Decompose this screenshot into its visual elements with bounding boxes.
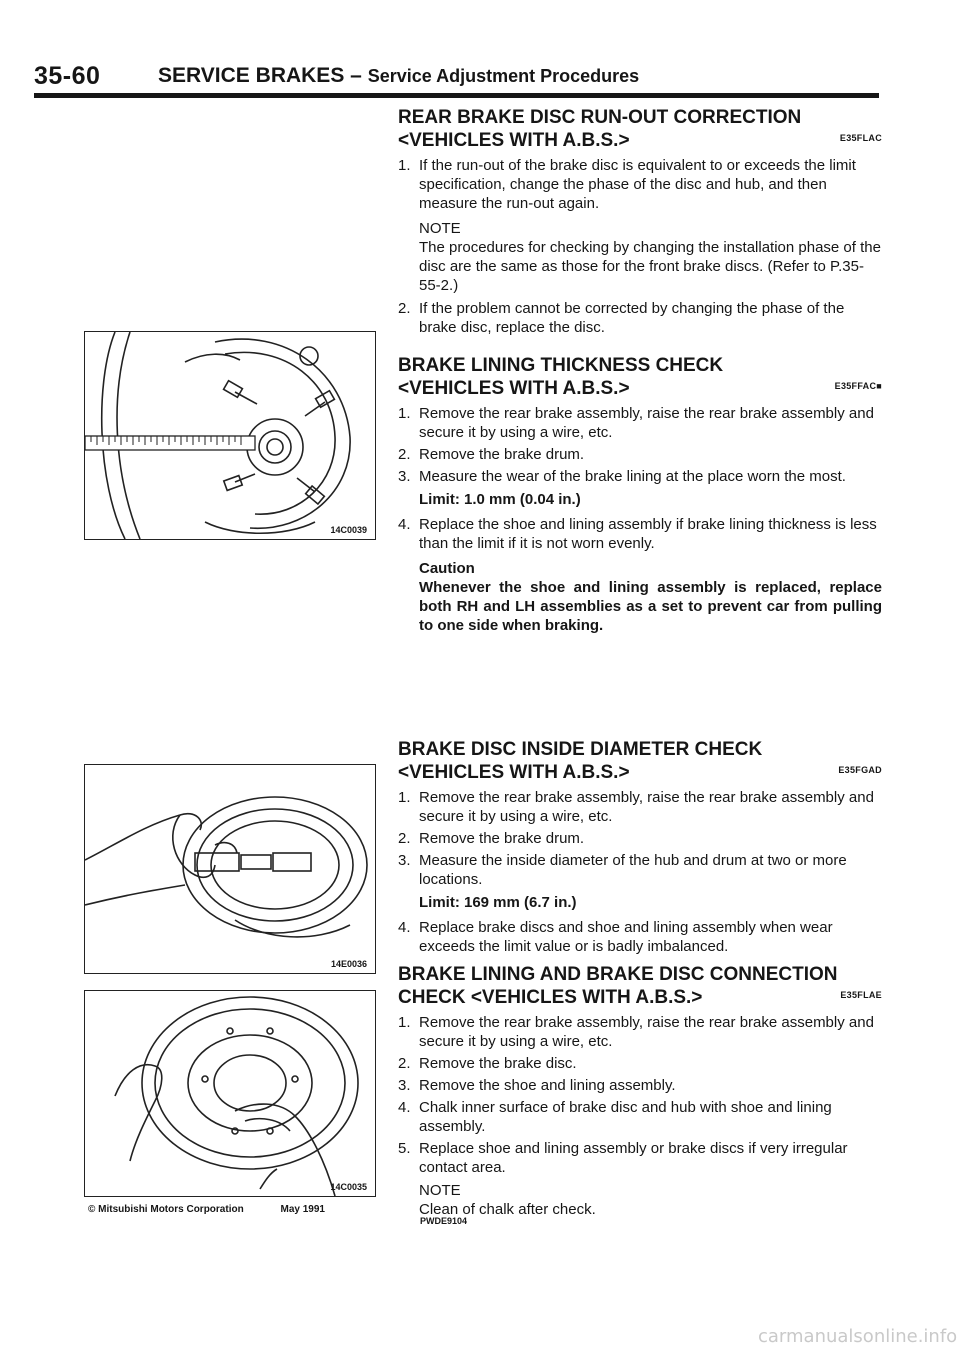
header-rule xyxy=(34,93,879,98)
note-text: Clean of chalk after check. xyxy=(419,1201,596,1218)
lining-thickness-illustration xyxy=(85,332,375,539)
figure-code: 14C0035 xyxy=(330,1182,367,1192)
step-number: 1. xyxy=(398,789,411,806)
step-item xyxy=(398,1076,882,1095)
section-disc-inside-diameter-check xyxy=(398,738,882,959)
step-number: 1. xyxy=(398,1014,411,1031)
step-item xyxy=(398,1098,882,1136)
note-text: The procedures for checking by changing the installation phase of the disc are the same as those for the front brake discs. (Refer to P.35-55-2.) xyxy=(419,239,881,294)
step-number: 2. xyxy=(398,1055,411,1072)
step-text: Chalk inner surface of brake disc and hub with shoe and lining assembly. xyxy=(419,1099,832,1135)
section-subtitle-row xyxy=(398,129,882,152)
note-block xyxy=(398,1181,882,1219)
section-title: BRAKE LINING AND BRAKE DISC CONNECTION xyxy=(398,964,838,985)
step-item xyxy=(398,1054,882,1073)
step-number: 2. xyxy=(398,300,411,317)
caution-text: Whenever the shoe and lining assembly is replaced, replace both RH and LH assemblies as a set to prevent car from pulling to one side when braking. xyxy=(419,579,882,634)
header-separator: – xyxy=(350,64,362,87)
step-text: Replace the shoe and lining assembly if brake lining thickness is less than the limit if it is not worn evenly. xyxy=(419,516,877,552)
step-text: If the problem cannot be corrected by changing the phase of the brake disc, replace the disc. xyxy=(419,300,845,336)
step-text: If the run-out of the brake disc is equivalent to or exceeds the limit specification, change the phase of the disc and hub, and then measure the run-out again. xyxy=(419,157,856,212)
step-item xyxy=(398,1013,882,1051)
steps-list xyxy=(398,788,882,889)
inside-diameter-illustration xyxy=(85,765,375,973)
step-item xyxy=(398,851,882,889)
step-number: 2. xyxy=(398,446,411,463)
running-header xyxy=(158,64,639,88)
section-lining-thickness-check xyxy=(398,354,882,641)
steps-list xyxy=(398,1013,882,1177)
note-label: NOTE xyxy=(419,220,461,237)
step-number: 3. xyxy=(398,468,411,485)
steps-list xyxy=(398,299,882,337)
publication-code: PWDE9104 xyxy=(420,1216,468,1226)
step-text: Remove the brake drum. xyxy=(419,830,585,847)
note-block xyxy=(398,219,882,295)
step-number: 3. xyxy=(398,852,411,869)
connection-check-illustration xyxy=(85,991,375,1196)
section-code: E35FLAE xyxy=(840,990,882,1000)
step-item xyxy=(398,1139,882,1177)
figure-code: 14E0036 xyxy=(330,959,367,969)
step-text: Remove the rear brake assembly, raise the rear brake assembly and secure it by using a wire, etc. xyxy=(419,405,874,441)
figure-connection-check xyxy=(84,990,376,1197)
step-number: 4. xyxy=(398,516,411,533)
limit-spec: Limit: 169 mm (6.7 in.) xyxy=(419,894,577,911)
step-text: Replace shoe and lining assembly or brake discs if very irregular contact area. xyxy=(419,1140,848,1176)
subsection-title: Service Adjustment Procedures xyxy=(367,66,640,86)
step-number: 3. xyxy=(398,1077,411,1094)
step-number: 4. xyxy=(398,1099,411,1116)
section-subtitle-row xyxy=(398,986,882,1009)
step-text: Replace brake discs and shoe and lining assembly when wear exceeds the limit value or is badly imbalanced. xyxy=(419,919,833,955)
step-text: Remove the brake drum. xyxy=(419,446,585,463)
steps-list xyxy=(398,404,882,486)
footer xyxy=(88,1204,325,1215)
note-label: NOTE xyxy=(419,1182,461,1199)
steps-list xyxy=(398,515,882,553)
step-item xyxy=(398,445,882,464)
section-subtitle: <VEHICLES WITH A.B.S.> xyxy=(398,762,630,783)
section-title: REAR BRAKE DISC RUN-OUT CORRECTION xyxy=(398,107,802,128)
watermark: carmanualsonline.info xyxy=(758,1326,958,1347)
steps-list xyxy=(398,918,882,956)
steps-list xyxy=(398,156,882,213)
step-text: Remove the shoe and lining assembly. xyxy=(419,1077,676,1094)
copyright: © Mitsubishi Motors Corporation xyxy=(88,1204,244,1215)
section-disc-runout-correction xyxy=(398,106,882,340)
step-item xyxy=(398,404,882,442)
section-subtitle-row xyxy=(398,377,882,400)
step-number: 1. xyxy=(398,157,411,174)
section-code: E35FFAC■ xyxy=(834,381,882,391)
step-item xyxy=(398,467,882,486)
section-subtitle: CHECK <VEHICLES WITH A.B.S.> xyxy=(398,987,703,1008)
caution-label: Caution xyxy=(419,560,475,577)
figure-lining-thickness xyxy=(84,331,376,540)
section-code: E35FGAD xyxy=(838,765,882,775)
step-text: Measure the wear of the brake lining at the place worn the most. xyxy=(419,468,846,485)
section-title: BRAKE DISC INSIDE DIAMETER CHECK xyxy=(398,739,763,760)
limit-spec: Limit: 1.0 mm (0.04 in.) xyxy=(419,491,581,508)
step-item xyxy=(398,829,882,848)
section-subtitle-row xyxy=(398,761,882,784)
step-text: Measure the inside diameter of the hub and drum at two or more locations. xyxy=(419,852,847,888)
step-text: Remove the brake disc. xyxy=(419,1055,577,1072)
figure-code: 14C0039 xyxy=(330,525,367,535)
page-number: 35-60 xyxy=(34,62,101,90)
step-text: Remove the rear brake assembly, raise the rear brake assembly and secure it by using a wire, etc. xyxy=(419,1014,874,1050)
step-item xyxy=(398,299,882,337)
step-text: Remove the rear brake assembly, raise the rear brake assembly and secure it by using a wire, etc. xyxy=(419,789,874,825)
step-number: 5. xyxy=(398,1140,411,1157)
figure-inside-diameter xyxy=(84,764,376,974)
section-lining-disc-connection-check xyxy=(398,963,882,1223)
section-subtitle: <VEHICLES WITH A.B.S.> xyxy=(398,130,630,151)
section-subtitle: <VEHICLES WITH A.B.S.> xyxy=(398,378,630,399)
step-number: 4. xyxy=(398,919,411,936)
section-code: E35FLAC xyxy=(839,133,882,143)
step-item xyxy=(398,918,882,956)
section-title: BRAKE LINING THICKNESS CHECK xyxy=(398,355,724,376)
step-item xyxy=(398,515,882,553)
step-number: 1. xyxy=(398,405,411,422)
step-item xyxy=(398,156,882,213)
caution-block xyxy=(398,559,882,635)
publication-date: May 1991 xyxy=(280,1204,325,1215)
step-number: 2. xyxy=(398,830,411,847)
section-title: SERVICE BRAKES xyxy=(158,64,345,87)
step-item xyxy=(398,788,882,826)
